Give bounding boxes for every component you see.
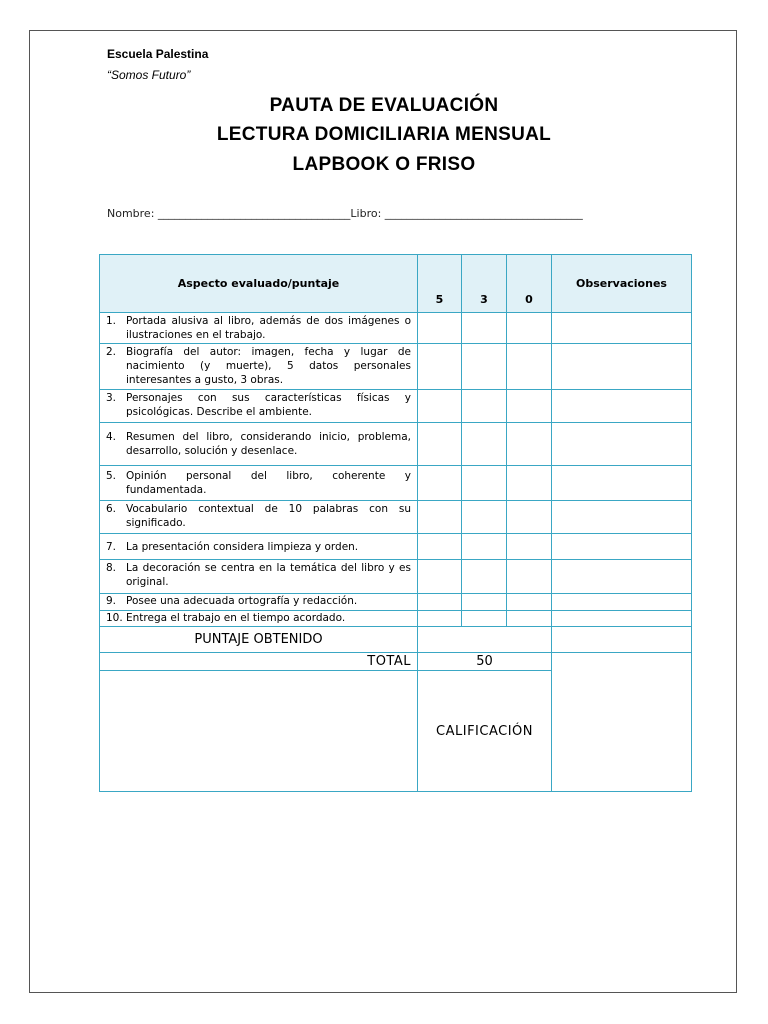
score-0-cell[interactable] [507, 390, 552, 423]
observations-cell[interactable] [552, 466, 692, 501]
criterion-text: Vocabulario contextual de 10 palabras con su significado. [126, 503, 411, 529]
table-row [100, 594, 692, 611]
table-row [100, 423, 692, 466]
criterion-text: Posee una adecuada ortografía y redacción. [126, 595, 358, 607]
score-5-cell[interactable] [418, 594, 462, 611]
criterion-text: Biografía del autor: imagen, fecha y lugar de nacimiento (y muerte), 5 datos personales interesantes a gusto, 3 obras. [126, 346, 411, 386]
score-5-cell[interactable] [418, 390, 462, 423]
table-row [100, 390, 692, 423]
table-row [100, 313, 692, 344]
total-label: TOTAL [100, 653, 418, 671]
table-row [100, 534, 692, 560]
observations-cell[interactable] [552, 423, 692, 466]
score-0-cell[interactable] [507, 534, 552, 560]
score-3-cell[interactable] [462, 611, 507, 627]
score-5-cell[interactable] [418, 423, 462, 466]
score-3-cell[interactable] [462, 501, 507, 534]
table-row [100, 560, 692, 594]
criterion-number: 8. [106, 562, 117, 574]
score-5-cell[interactable] [418, 534, 462, 560]
header-score-3: 3 [462, 255, 507, 313]
table-header-row [100, 255, 692, 313]
calificacion-label: CALIFICACIÓN [418, 671, 552, 792]
name-book-fields: Nombre: ___________________________________Libro: ____________________________________ [107, 207, 583, 220]
observations-cell[interactable] [552, 313, 692, 344]
criterion-text: Resumen del libro, considerando inicio, problema, desarrollo, solución y desenlace. [126, 431, 411, 457]
score-3-cell[interactable] [462, 594, 507, 611]
criterion-text: Entrega el trabajo en el tiempo acordado. [126, 612, 346, 624]
evaluation-rubric-table [99, 254, 692, 792]
header-observations: Observaciones [552, 255, 692, 313]
score-5-cell[interactable] [418, 344, 462, 390]
observations-cell[interactable] [552, 594, 692, 611]
criterion-text: Personajes con sus características físicas y psicológicas. Describe el ambiente. [126, 392, 411, 418]
total-value: 50 [418, 653, 552, 671]
score-3-cell[interactable] [462, 466, 507, 501]
header-aspect: Aspecto evaluado/puntaje [100, 255, 418, 313]
final-observations-cell[interactable] [552, 653, 692, 792]
score-3-cell[interactable] [462, 313, 507, 344]
score-0-cell[interactable] [507, 313, 552, 344]
puntaje-obtenido-value-cell[interactable] [418, 627, 552, 653]
criterion-number: 3. [106, 392, 117, 404]
score-5-cell[interactable] [418, 560, 462, 594]
puntaje-observations-cell[interactable] [552, 627, 692, 653]
table-row [100, 466, 692, 501]
school-name: Escuela Palestina [107, 47, 209, 61]
header-score-0: 0 [507, 255, 552, 313]
observations-cell[interactable] [552, 534, 692, 560]
criterion-number: 9. [106, 595, 117, 607]
title-line-3: LAPBOOK O FRISO [292, 154, 476, 175]
criterion-text: La presentación considera limpieza y orden. [126, 540, 359, 553]
table-row [100, 344, 692, 390]
score-3-cell[interactable] [462, 560, 507, 594]
criterion-number: 5. [106, 470, 117, 482]
score-3-cell[interactable] [462, 390, 507, 423]
score-3-cell[interactable] [462, 423, 507, 466]
score-0-cell[interactable] [507, 560, 552, 594]
score-5-cell[interactable] [418, 501, 462, 534]
puntaje-row [100, 627, 692, 653]
score-0-cell[interactable] [507, 594, 552, 611]
score-0-cell[interactable] [507, 466, 552, 501]
criterion-number: 2. [106, 346, 117, 358]
title-line-2: LECTURA DOMICILIARIA MENSUAL [216, 124, 552, 145]
observations-cell[interactable] [552, 501, 692, 534]
criterion-number: 4. [106, 431, 117, 443]
score-0-cell[interactable] [507, 423, 552, 466]
score-5-cell[interactable] [418, 466, 462, 501]
header-score-5: 5 [418, 255, 462, 313]
score-5-cell[interactable] [418, 611, 462, 627]
criterion-text: Opinión personal del libro, coherente y fundamentada. [126, 470, 411, 496]
calificacion-blank-cell [100, 671, 418, 792]
title-line-1: PAUTA DE EVALUACIÓN [269, 95, 499, 116]
observations-cell[interactable] [552, 611, 692, 627]
score-0-cell[interactable] [507, 501, 552, 534]
score-5-cell[interactable] [418, 313, 462, 344]
criterion-number: 10. [106, 612, 123, 624]
observations-cell[interactable] [552, 344, 692, 390]
score-0-cell[interactable] [507, 344, 552, 390]
criterion-number: 7. [106, 540, 117, 553]
criterion-text: La decoración se centra en la temática del libro y es original. [126, 562, 411, 588]
table-row [100, 611, 692, 627]
puntaje-obtenido-label: PUNTAJE OBTENIDO [100, 627, 418, 653]
score-3-cell[interactable] [462, 344, 507, 390]
criterion-text: Portada alusiva al libro, además de dos imágenes o ilustraciones en el trabajo. [126, 315, 411, 341]
total-row [100, 653, 692, 671]
table-row [100, 501, 692, 534]
observations-cell[interactable] [552, 390, 692, 423]
observations-cell[interactable] [552, 560, 692, 594]
score-3-cell[interactable] [462, 534, 507, 560]
school-motto: “Somos Futuro” [107, 68, 191, 82]
score-0-cell[interactable] [507, 611, 552, 627]
criterion-number: 1. [106, 315, 117, 327]
criterion-number: 6. [106, 503, 117, 515]
